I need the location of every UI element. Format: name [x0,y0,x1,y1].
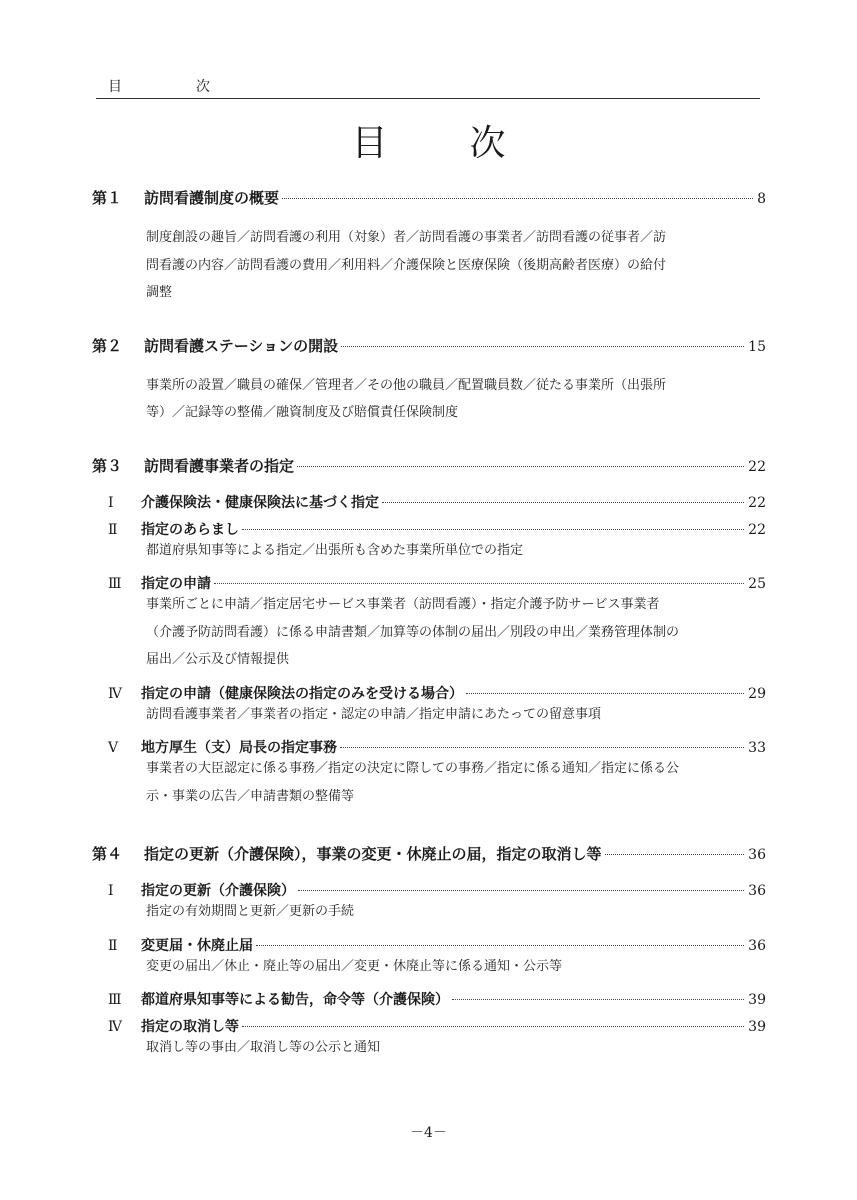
dot-leader [242,1026,744,1027]
description-line: （介護予防訪問看護）に係る申請書類／加算等の体制の届出／別段の申出／業務管理体制の [146,624,680,640]
section-page-number: 22 [748,521,766,538]
toc-section-entry [108,519,766,539]
dot-leader [340,747,744,748]
entry-description [146,1034,746,1062]
running-header-label: 目 次 [108,79,240,95]
dot-leader [297,466,744,467]
toc-chapter-entry [92,843,766,864]
entry-description [146,898,746,926]
dot-leader [282,198,753,199]
dot-leader [382,502,744,503]
description-line: 示・事業の広告／申請書類の整備等 [146,788,355,804]
description-line: 事業所ごとに申請／指定居宅サービス事業者（訪問看護）・指定介護予防サービス事業者 [146,597,660,612]
section-number: Ⅳ [108,1019,122,1035]
dot-leader [242,529,744,530]
toc-section-entry [108,573,766,593]
entry-description [146,953,746,981]
chapter-title: 訪問看護事業者の指定 [144,456,295,475]
chapter-page-number: 22 [748,458,766,475]
toc-chapter-entry [92,455,766,476]
entry-description [146,591,746,674]
description-line: 変更の届出／休止・廃止等の届出／変更・休廃止等に係る通知・公示等 [146,958,563,974]
description-line: 都道府県知事等による指定／出張所も含めた事業所単位での指定 [146,542,524,558]
dot-leader [605,854,745,855]
entry-description [146,224,746,307]
section-title: 指定の取消し等 [141,1019,239,1035]
dot-leader [214,583,744,584]
section-number: Ⅳ [108,685,122,702]
description-line: 届出／公示及び情報提供 [146,652,290,667]
chapter-number: 第２ [92,336,123,355]
dot-leader [298,890,744,891]
chapter-title: 訪問看護制度の概要 [144,189,280,207]
section-title: 地方厚生（支）局長の指定事務 [141,740,337,756]
page-title: 目次 [351,123,588,164]
dot-leader [452,999,744,1000]
toc-section-entry [108,880,766,900]
section-number: Ⅲ [108,992,122,1008]
description-line: 問看護の内容／訪問看護の費用／利用料／介護保険と医療保険（後期高齢者医療）の給付 [146,257,667,273]
section-title: 都道府県知事等による勧告，命令等（介護保険） [141,992,449,1008]
toc-section-entry [108,683,766,703]
section-page-number: 39 [748,992,766,1008]
toc-section-entry [108,1016,766,1036]
entry-description [146,372,746,427]
section-number: Ⅰ [108,494,114,511]
chapter-number: 第４ [92,845,123,863]
section-title: 指定の申請 [141,576,211,592]
toc-section-entry [108,935,766,955]
chapter-title: 訪問看護ステーションの開設 [144,336,339,355]
toc-section-entry [108,492,766,512]
section-page-number: 33 [748,740,766,756]
section-title: 指定の更新（介護保険） [141,883,295,899]
chapter-page-number: 15 [748,338,766,355]
section-page-number: 29 [748,685,766,702]
section-number: Ⅲ [108,576,122,592]
section-number: Ⅰ [108,883,114,899]
section-page-number: 39 [748,1019,766,1035]
chapter-number: 第１ [92,189,123,207]
description-line: 事業者の大臣認定に係る事務／指定の決定に際しての事務／指定に係る通知／指定に係る公 [146,761,680,776]
section-title: 指定の申請（健康保険法の指定のみを受ける場合） [141,685,463,702]
description-line: 調整 [146,285,173,300]
entry-description [146,755,746,810]
toc-chapter-entry [92,335,766,356]
description-line: 取消し等の事由／取消し等の公示と通知 [146,1040,381,1055]
section-title: 変更届・休廃止届 [141,937,253,954]
section-title: 介護保険法・健康保険法に基づく指定 [141,494,379,511]
page-number: －4－ [410,1125,447,1141]
dot-leader [256,945,744,946]
entry-description [146,701,746,729]
section-number: Ⅱ [108,937,118,954]
description-line: 等）／記録等の整備／融資制度及び賠償責任保険制度 [146,405,459,420]
chapter-page-number: 8 [757,191,766,207]
section-page-number: 22 [748,494,766,511]
section-page-number: 36 [748,883,766,899]
section-page-number: 36 [748,937,766,954]
chapter-number: 第３ [92,456,123,475]
toc-section-entry [108,737,766,757]
toc-chapter-entry [92,187,766,208]
section-number: Ⅱ [108,521,118,538]
description-line: 指定の有効期間と更新／更新の手続 [146,904,355,919]
chapter-title: 指定の更新（介護保険），事業の変更・休廃止の届，指定の取消し等 [144,845,602,863]
description-line: 制度創設の趣旨／訪問看護の利用（対象）者／訪問看護の事業者／訪問看護の従事者／訪 [146,230,667,245]
entry-description [146,537,746,565]
description-line: 訪問看護事業者／事業者の指定・認定の申請／指定申請にあたっての留意事項 [146,706,602,722]
toc-section-entry [108,989,766,1009]
section-title: 指定のあらまし [141,521,239,538]
chapter-page-number: 36 [748,847,766,863]
dot-leader [466,693,744,694]
section-number: Ⅴ [108,740,119,756]
section-page-number: 25 [748,576,766,592]
description-line: 事業所の設置／職員の確保／管理者／その他の職員／配置職員数／従たる事業所（出張所 [146,377,667,393]
dot-leader [341,346,744,347]
